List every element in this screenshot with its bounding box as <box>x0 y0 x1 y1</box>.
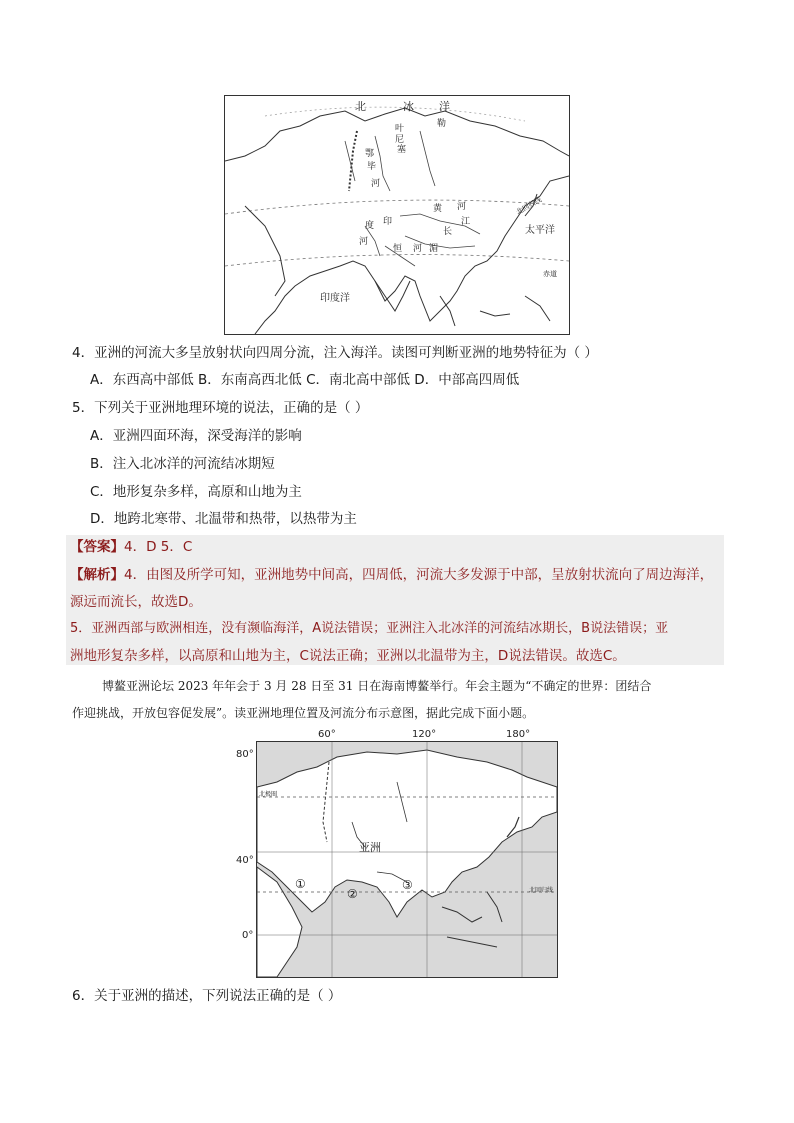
intro-line-1: 博鳌亚洲论坛 2023 年年会于 3 月 28 日至 31 日在海南博鳌举行。年会主题为“不确定的世界：团结合 <box>102 679 652 693</box>
question-5-stem: 5．下列关于亚洲地理环境的说法，正确的是（ ） <box>72 400 369 416</box>
tick-lon-120: 120° <box>412 729 437 740</box>
question-4-options: A．东西高中部低 B．东南高西北低 C．南北高中部低 D．中部高四周低 <box>90 372 520 388</box>
marker-1: ① <box>295 877 306 891</box>
label-ganges-2: 河 <box>413 244 423 254</box>
label-yenisei: 叶 <box>395 124 405 134</box>
label-equator: 赤道 <box>543 270 557 278</box>
label-asia: 亚洲 <box>359 841 381 854</box>
tick-lon-180: 180° <box>506 729 531 740</box>
label-lena: 勒 <box>437 119 447 129</box>
label-north: 北 <box>355 100 366 113</box>
marker-2: ② <box>347 887 358 901</box>
label-tropic-of-cancer: 北回归线 <box>514 195 544 217</box>
label-yellow-river-2: 河 <box>457 202 467 212</box>
asia-rivers-map <box>224 95 570 335</box>
label-yenisei-3: 塞 <box>397 145 407 155</box>
intro-line-2: 作迎挑战，开放包容促发展”。读亚洲地理位置及河流分布示意图，据此完成下面小题。 <box>72 706 535 720</box>
analysis-line-1 <box>70 566 713 584</box>
asia-location-map <box>256 741 558 978</box>
label-arctic-circle: 北极圈 <box>259 791 278 798</box>
label-yenisei-2: 尼 <box>395 135 405 145</box>
analysis-text-1: 4．由图及所学可知，亚洲地势中间高，四周低，河流大多发源于中部，呈放射状流向了周边海洋， <box>124 567 714 583</box>
label-indus-2: 度 <box>365 221 375 231</box>
analysis-line-3: 5．亚洲西部与欧洲相连，没有濒临海洋，A说法错误；亚洲注入北冰洋的河流结冰期长，B说法错误；亚 <box>70 621 669 636</box>
analysis-line-2: 源远而流长，故选D。 <box>70 594 202 610</box>
tick-lat-40: 40° <box>236 855 254 866</box>
tick-lat-0: 0° <box>242 930 254 941</box>
marker-3: ③ <box>402 878 413 892</box>
label-yellow-river: 黄 <box>433 204 443 214</box>
tick-lat-80: 80° <box>236 749 254 760</box>
asia-location-map-drawing <box>257 742 557 977</box>
analysis-line-4: 洲地形复杂多样，以高原和山地为主，C说法正确；亚洲以北温带为主，D说法错误。故选C。 <box>70 648 626 664</box>
label-ob-3: 河 <box>371 179 381 189</box>
label-yangtze: 长 <box>443 227 453 237</box>
label-mekong: 湄 <box>429 244 439 254</box>
label-indus-3: 河 <box>359 237 369 247</box>
label-indus: 印 <box>383 217 393 227</box>
label-ocean: 洋 <box>439 100 450 113</box>
question-6-stem: 6．关于亚洲的描述，下列说法正确的是（ ） <box>72 988 342 1004</box>
label-yangtze-2: 江 <box>461 217 471 227</box>
label-ob: 鄂 <box>365 149 375 159</box>
label-ice: 冰 <box>403 100 414 113</box>
analysis-tag: 【解析】 <box>70 567 124 583</box>
answer-line <box>70 538 192 556</box>
answer-text: 4．D 5．C <box>124 539 193 555</box>
tick-lon-60: 60° <box>318 729 336 740</box>
question-5-option-d: D．地跨北寒带、北温带和热带，以热带为主 <box>90 511 357 527</box>
question-4-stem: 4．亚洲的河流大多呈放射状向四周分流，注入海洋。读图可判断亚洲的地势特征为（ ） <box>72 345 598 361</box>
answer-tag: 【答案】 <box>70 539 124 555</box>
label-indian-ocean: 印度洋 <box>320 293 350 304</box>
question-5-option-c: C．地形复杂多样，高原和山地为主 <box>90 484 302 500</box>
question-5-option-b: B．注入北冰洋的河流结冰期短 <box>90 456 275 472</box>
label-ob-2: 毕 <box>367 162 377 172</box>
label-tropic-of-cancer-2: 北回归线 <box>529 887 554 894</box>
label-pacific-ocean: 太平洋 <box>525 225 555 236</box>
question-5-option-a: A．亚洲四面环海，深受海洋的影响 <box>90 428 302 444</box>
label-ganges: 恒 <box>393 244 403 254</box>
